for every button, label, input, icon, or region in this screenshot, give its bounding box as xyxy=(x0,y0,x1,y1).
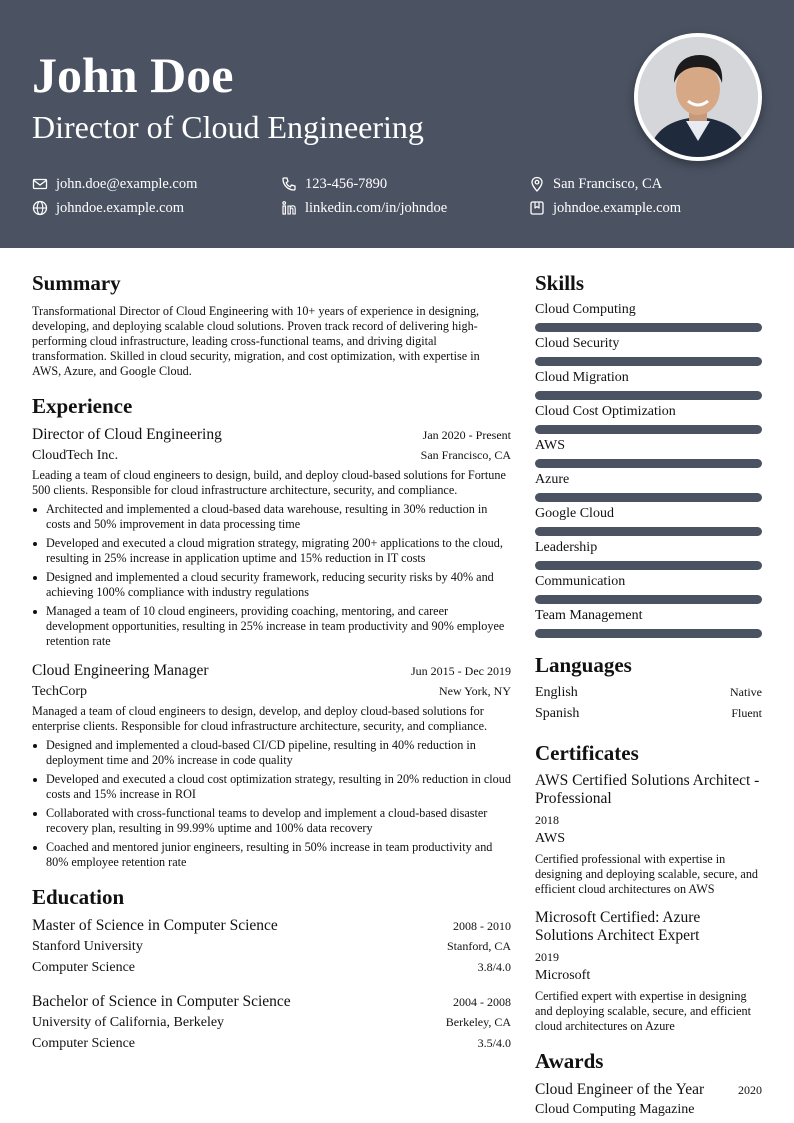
education-dates: 2008 - 2010 xyxy=(453,919,511,933)
awards-section xyxy=(535,1048,762,1120)
job-company: CloudTech Inc. xyxy=(32,448,119,463)
certificate-issuer: Microsoft xyxy=(535,968,591,983)
skill-name: AWS xyxy=(535,438,565,453)
school-location: Stanford, CA xyxy=(447,939,511,953)
skill-level-bar xyxy=(535,595,762,604)
skill-level-bar xyxy=(535,425,762,434)
contact-portfolio[interactable] xyxy=(529,199,681,217)
contact-email-text: john.doe@example.com xyxy=(56,176,198,192)
portfolio-icon xyxy=(529,200,545,216)
contact-website-text: johndoe.example.com xyxy=(56,200,185,216)
certificate-description: Certified professional with expertise in designing and deploying scalable, secure, and efficient cloud architectures on AWS xyxy=(535,852,759,896)
certificate-description: Certified expert with expertise in designing and deploying scalable, secure, and efficient cloud architectures on Azure xyxy=(535,989,752,1033)
skill-level-bar xyxy=(535,561,762,570)
skill-name: Azure xyxy=(535,472,570,487)
skill-item xyxy=(535,471,762,502)
achievement-item: Coached and mentored junior engineers, resulting in 50% increase in team productivity and 80% employee retention rate xyxy=(32,840,511,870)
job-dates: Jan 2020 - Present xyxy=(422,428,511,442)
education-section xyxy=(32,884,511,1054)
resume-header xyxy=(0,0,794,248)
education-dates: 2004 - 2008 xyxy=(453,995,511,1009)
degree-name: Bachelor of Science in Computer Science xyxy=(32,993,291,1010)
award-year: 2020 xyxy=(738,1083,762,1097)
skill-item xyxy=(535,301,762,332)
language-level: Fluent xyxy=(731,706,762,720)
language-level: Native xyxy=(730,685,762,699)
gpa: 3.8/4.0 xyxy=(477,960,511,974)
location-pin-icon xyxy=(529,176,545,192)
award-issuer: Cloud Computing Magazine xyxy=(535,1102,695,1117)
contact-linkedin-text: linkedin.com/in/johndoe xyxy=(305,200,448,216)
job-achievements xyxy=(32,502,511,649)
contact-location-text: San Francisco, CA xyxy=(553,176,663,192)
skill-name: Cloud Migration xyxy=(535,370,629,385)
globe-icon xyxy=(32,200,48,216)
contact-phone-text: 123-456-7890 xyxy=(305,176,388,192)
gpa: 3.5/4.0 xyxy=(477,1036,511,1050)
contact-linkedin[interactable] xyxy=(281,199,447,217)
contact-location xyxy=(529,175,662,193)
skill-item xyxy=(535,573,762,604)
skill-item xyxy=(535,539,762,570)
skill-item xyxy=(535,403,762,434)
skill-name: Cloud Security xyxy=(535,336,620,351)
profile-photo xyxy=(634,33,762,161)
awards-heading: Awards xyxy=(535,1049,604,1073)
certificate-year: 2018 xyxy=(535,813,559,827)
achievement-item: Managed a team of 10 cloud engineers, providing coaching, mentoring, and career development opportunities, resulting in 25% increase in team productivity and 90% employee retention rate xyxy=(32,604,511,649)
profile-photo-image xyxy=(638,37,758,157)
contact-phone[interactable] xyxy=(281,175,387,193)
skills-heading: Skills xyxy=(535,271,585,295)
certificates-section xyxy=(535,740,762,1034)
skill-level-bar xyxy=(535,629,762,638)
skill-name: Communication xyxy=(535,574,626,589)
skills-section xyxy=(535,270,762,638)
school-name: Stanford University xyxy=(32,939,143,954)
left-column xyxy=(32,270,511,1054)
school-location: Berkeley, CA xyxy=(445,1015,511,1029)
achievement-item: Designed and implemented a cloud security framework, reducing security risks by 40% and achieving 100% compliance with industry regulations xyxy=(32,570,511,600)
education-heading: Education xyxy=(32,885,125,909)
field-of-study: Computer Science xyxy=(32,1036,136,1051)
skill-level-bar xyxy=(535,459,762,468)
summary-section xyxy=(32,270,511,379)
contact-website[interactable] xyxy=(32,199,184,217)
skill-name: Team Management xyxy=(535,608,643,623)
experience-section xyxy=(32,393,511,870)
contact-portfolio-text: johndoe.example.com xyxy=(553,200,682,216)
candidate-title: Director of Cloud Engineering xyxy=(32,109,424,145)
certificate-name: AWS Certified Solutions Architect - Professional xyxy=(535,772,760,807)
award-name: Cloud Engineer of the Year xyxy=(535,1081,705,1098)
skill-name: Google Cloud xyxy=(535,506,614,521)
field-of-study: Computer Science xyxy=(32,960,136,975)
job-title: Cloud Engineering Manager xyxy=(32,662,209,679)
language-item xyxy=(535,703,762,724)
job-description: Managed a team of cloud engineers to design, develop, and deploy cloud-based solutions for enterprise clients. Responsible for cloud infrastructure architecture, security, and compliance. xyxy=(32,704,488,733)
right-column xyxy=(535,270,762,1120)
school-name: University of California, Berkeley xyxy=(32,1015,225,1030)
contact-email[interactable] xyxy=(32,175,197,193)
education-entry xyxy=(32,916,511,978)
language-name: Spanish xyxy=(535,706,580,721)
certificate-year: 2019 xyxy=(535,950,559,964)
skill-name: Cloud Cost Optimization xyxy=(535,404,676,419)
mail-icon xyxy=(32,176,48,192)
job-entry xyxy=(32,425,511,649)
certificates-heading: Certificates xyxy=(535,741,639,765)
education-entry xyxy=(32,992,511,1054)
job-location: New York, NY xyxy=(438,684,511,698)
certificate-issuer: AWS xyxy=(535,831,565,846)
certificate-entry xyxy=(535,772,762,897)
skill-item xyxy=(535,437,762,468)
job-description: Leading a team of cloud engineers to design, build, and deploy cloud-based solutions for Fortune 500 clients. Responsible for cloud infrastructure architecture, security, and compliance. xyxy=(32,468,506,497)
award-entry xyxy=(535,1080,762,1120)
language-item xyxy=(535,682,762,703)
achievement-item: Developed and executed a cloud cost optimization strategy, resulting in 20% reduction in cloud costs and 15% increase in ROI xyxy=(32,772,511,802)
skill-name: Cloud Computing xyxy=(535,302,636,317)
languages-section xyxy=(535,652,762,724)
job-achievements xyxy=(32,738,511,870)
job-dates: Jun 2015 - Dec 2019 xyxy=(411,664,511,678)
phone-icon xyxy=(281,176,297,192)
job-entry xyxy=(32,661,511,870)
achievement-item: Architected and implemented a cloud-based data warehouse, resulting in 30% reduction in costs and 50% improvement in data processing time xyxy=(32,502,511,532)
job-title: Director of Cloud Engineering xyxy=(32,426,222,443)
summary-heading: Summary xyxy=(32,271,121,295)
achievement-item: Collaborated with cross-functional teams to develop and implement a cloud-based disaster recovery plan, resulting in 99.99% uptime and 100% data recovery xyxy=(32,806,511,836)
languages-heading: Languages xyxy=(535,653,632,677)
language-name: English xyxy=(535,685,578,700)
skill-item xyxy=(535,369,762,400)
certificate-entry xyxy=(535,909,762,1034)
linkedin-icon xyxy=(281,200,297,216)
skill-level-bar xyxy=(535,527,762,536)
job-company: TechCorp xyxy=(32,684,88,699)
skill-level-bar xyxy=(535,357,762,366)
candidate-name: John Doe xyxy=(32,47,234,103)
experience-heading: Experience xyxy=(32,394,133,418)
skill-name: Leadership xyxy=(535,540,598,555)
skill-level-bar xyxy=(535,493,762,502)
certificate-name: Microsoft Certified: Azure Solutions Architect Expert xyxy=(535,909,701,944)
skill-level-bar xyxy=(535,391,762,400)
degree-name: Master of Science in Computer Science xyxy=(32,917,278,934)
achievement-item: Designed and implemented a cloud-based CI/CD pipeline, resulting in 40% reduction in deployment time and 20% increase in code quality xyxy=(32,738,511,768)
achievement-item: Developed and executed a cloud migration strategy, migrating 200+ applications to the cloud, resulting in 25% increase in application uptime and 15% reduction in IT costs xyxy=(32,536,511,566)
skill-item xyxy=(535,607,762,638)
skill-level-bar xyxy=(535,323,762,332)
job-location: San Francisco, CA xyxy=(420,448,511,462)
summary-text: Transformational Director of Cloud Engineering with 10+ years of experience in designing, developing, and deploying scalable cloud solutions. Proven track record of delivering high-performing cloud infrastructure, leading cross-functional teams, and driving digital transformation. Skilled in cloud security, migration, and cost optimization, with expertise in AWS, Azure, and Google Cloud. xyxy=(32,304,480,378)
skill-item xyxy=(535,335,762,366)
skill-item xyxy=(535,505,762,536)
